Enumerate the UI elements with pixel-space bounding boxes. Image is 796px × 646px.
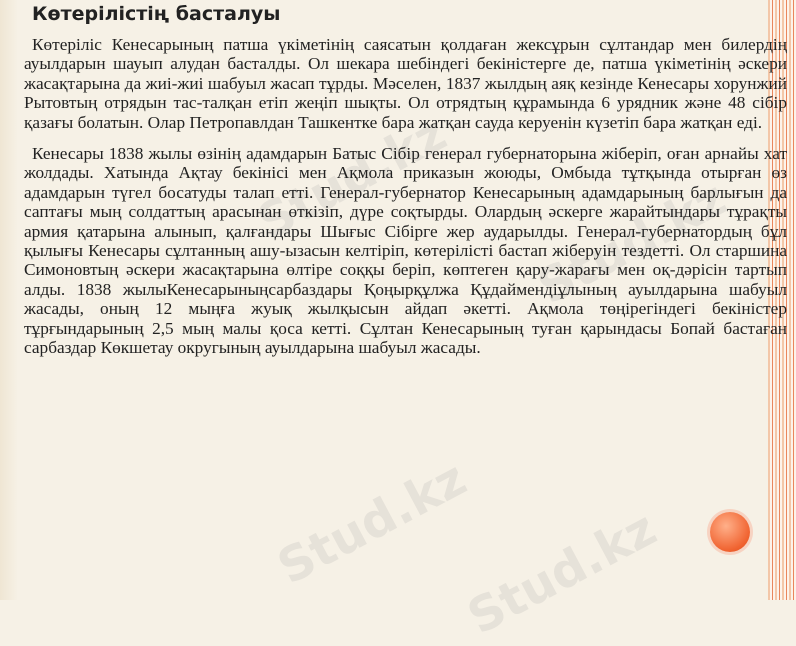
paragraph-2: Кенесары 1838 жылы өзінің адамдарын Батыс Сібір генерал губернаторына жіберіп, оған арнайы хат жолдады. Хатында Ақтау бекінісі мен Ақмола приказын жоюды, Омбыда тұтқында отырған өз адамдарын түгел босатуды талап етті. Генерал-губернатор Кенесарының адамдарының барлығын да саптағы мың солдаттың арасынан өткізіп, дүре соқтырды. Олардың әскерге жарайтындары тұрақты армия қатарына алынып, қалғандары Шығыс Сібірге жер аударылды. Генерал-губернатордың бұл қылығы Кенесары сұлтанның ашу-ызасын келтіріп, көтерілісті бастап жіберуін тездетті. Ол старшина Симоновтың әскери жасақтарына өлтіре соққы беріп, көптеген қару-жарағы мен оқ-дәрісін тартып алды. 1838 жылыКенесарыныңсарбаздары Қоңырқұлжа Құдаймендіұлының ауылдарына шабуыл жасады, оның 12 мыңға жуық жылқысын айдап әкетті. Ақмола төңірегіндегі бекіністер тұрғындарының 2,5 мың малы қоса кетті. Сұлтан Кенесарының туған қарындасы Бопай бастаған сарбаздар Көкшетау округының ауылдарына шабуыл жасады.: [24, 144, 787, 358]
decorative-circle: [710, 512, 750, 552]
page-title: Көтерілістің басталуы: [32, 3, 281, 25]
watermark: Stud.kz: [248, 105, 456, 251]
slide-content: [22, 0, 787, 600]
watermark: Stud.kz: [458, 500, 666, 646]
left-edge-decoration: [0, 0, 18, 600]
paragraph-1: Көтеріліс Кенесарының патша үкіметінің саясатын қолдаған жексұрын сұлтандар мен билердің ауылдарын шауып алудан басталды. Ол шекара шебіндегі бекіністерге де, патша үкіметінің әскери жасақтарына да жиі-жиі шабуыл жасап тұрды. Мәселен, 1837 жылдың аяқ кезінде Кенесары хорунжий Рытовтың отрядын тас-талқан етіп жеңіп шықты. Ол отрядтың құрамында 6 урядник және 48 сібір қазағы болатын. Олар Петропавлдан Ташкентке бара жатқан сауда керуенін күзетіп бара жатқан еді.: [24, 35, 787, 132]
body-text: [24, 35, 787, 370]
watermark: Stud.kz: [268, 450, 476, 596]
watermark: Stud.kz: [528, 170, 736, 316]
